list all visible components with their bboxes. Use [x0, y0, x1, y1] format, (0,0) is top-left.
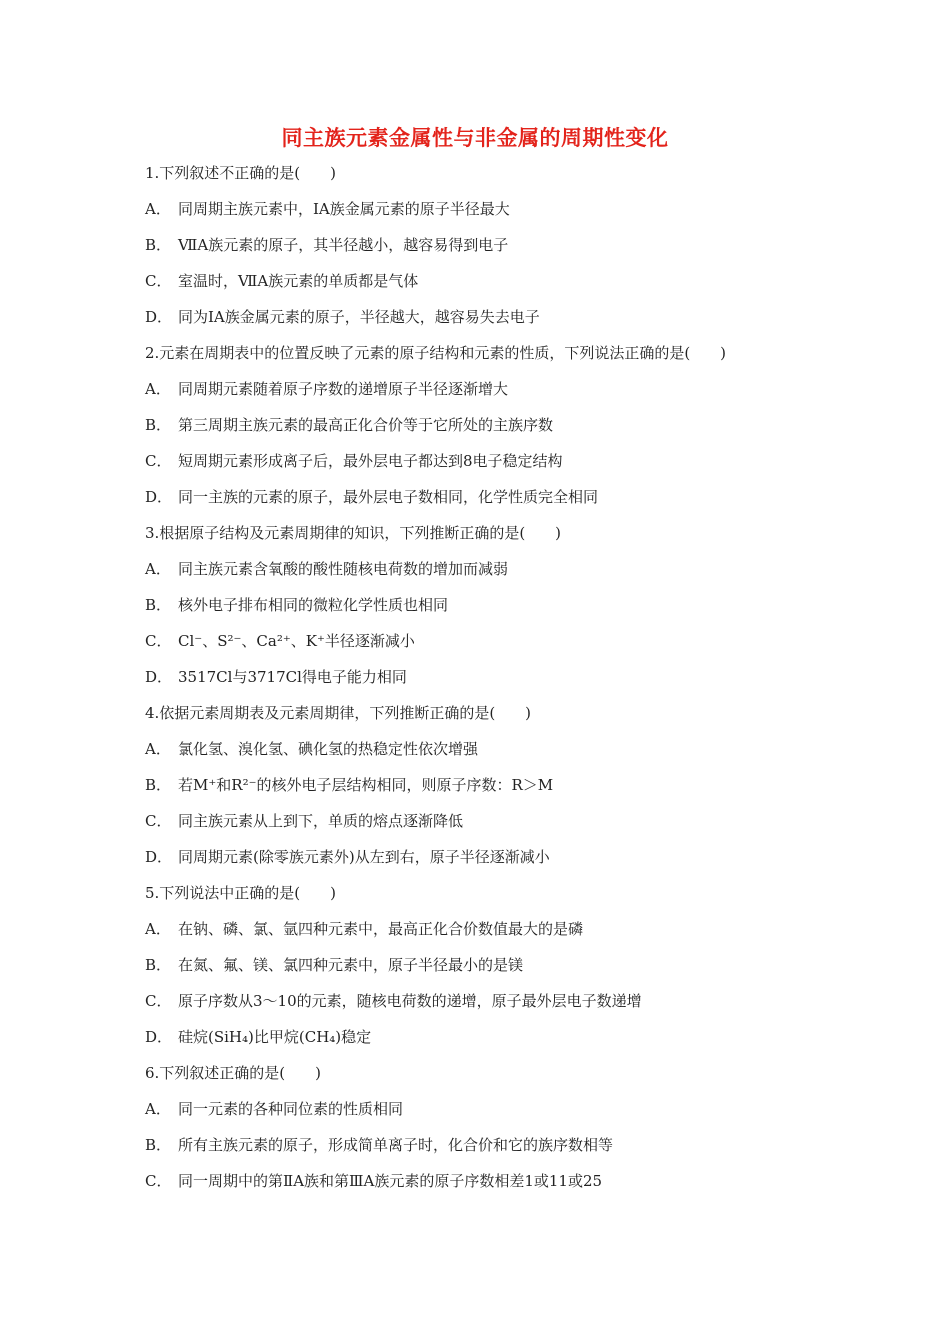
option-letter: B．	[145, 956, 172, 974]
option-letter: C．	[145, 1172, 172, 1190]
option-row	[145, 846, 845, 882]
option-text: 同为ⅠA族金属元素的原子，半径越大，越容易失去电子	[178, 308, 540, 326]
option-row	[145, 378, 845, 414]
option-text: 同主族元素从上到下，单质的熔点逐渐降低	[178, 812, 464, 830]
option-row	[145, 558, 845, 594]
option-text: 同一元素的各种同位素的性质相同	[178, 1100, 404, 1118]
option-text: 同一主族的元素的原子，最外层电子数相同，化学性质完全相同	[178, 488, 599, 506]
option-text: 在钠、磷、氯、氩四种元素中，最高正化合价数值最大的是磷	[178, 920, 584, 938]
option-row	[145, 594, 845, 630]
question-stem: 3.根据原子结构及元素周期律的知识，下列推断正确的是( )	[145, 524, 562, 542]
option-text: Cl⁻、S²⁻、Ca²⁺、K⁺半径逐渐减小	[178, 632, 415, 650]
question-stem: 4.依据元素周期表及元素周期律，下列推断正确的是( )	[145, 704, 532, 722]
option-letter: B．	[145, 1136, 172, 1154]
option-text: 氯化氢、溴化氢、碘化氢的热稳定性依次增强	[178, 740, 479, 758]
option-row	[145, 918, 845, 954]
option-row	[145, 1098, 845, 1134]
option-letter: D．	[145, 308, 173, 326]
option-row	[145, 486, 845, 522]
option-letter: D．	[145, 848, 173, 866]
option-text: 所有主族元素的原子，形成简单离子时，化合价和它的族序数相等	[178, 1136, 614, 1154]
option-row	[145, 1134, 845, 1170]
option-letter: C．	[145, 632, 172, 650]
option-text: 短周期元素形成离子后，最外层电子都达到8电子稳定结构	[178, 452, 563, 470]
option-text: 同周期主族元素中，ⅠA族金属元素的原子半径最大	[178, 200, 510, 218]
option-row	[145, 666, 845, 702]
option-text: 同周期元素随着原子序数的递增原子半径逐渐增大	[178, 380, 509, 398]
option-letter: A．	[145, 200, 171, 218]
option-row	[145, 990, 845, 1026]
option-row	[145, 234, 845, 270]
option-letter: D．	[145, 488, 173, 506]
page-title: 同主族元素金属性与非金属的周期性变化	[281, 126, 669, 150]
question-stem: 1.下列叙述不正确的是( )	[145, 164, 337, 182]
option-letter: C．	[145, 452, 172, 470]
question-stem: 2.元素在周期表中的位置反映了元素的原子结构和元素的性质，下列说法正确的是( )	[145, 344, 727, 362]
option-letter: B．	[145, 596, 172, 614]
option-text: 同主族元素含氧酸的酸性随核电荷数的增加而减弱	[178, 560, 509, 578]
option-row	[145, 306, 845, 342]
option-letter: A．	[145, 920, 171, 938]
option-letter: C．	[145, 992, 172, 1010]
option-text: 原子序数从3～10的元素，随核电荷数的递增，原子最外层电子数递增	[178, 992, 642, 1010]
question-stem: 5.下列说法中正确的是( )	[145, 884, 337, 902]
option-row	[145, 810, 845, 846]
option-letter: A．	[145, 380, 171, 398]
option-text: 核外电子排布相同的微粒化学性质也相同	[178, 596, 449, 614]
option-row	[145, 630, 845, 666]
option-text: 3517Cl与3717Cl得电子能力相同	[178, 668, 407, 686]
option-letter: B．	[145, 776, 172, 794]
question-list	[145, 162, 845, 1206]
option-row	[145, 198, 845, 234]
option-text: 第三周期主族元素的最高正化合价等于它所处的主族序数	[178, 416, 554, 434]
option-text: 硅烷(SiH₄)比甲烷(CH₄)稳定	[178, 1028, 372, 1046]
option-letter: C．	[145, 812, 172, 830]
option-letter: C．	[145, 272, 172, 290]
option-letter: A．	[145, 740, 171, 758]
option-row	[145, 270, 845, 306]
option-row	[145, 1026, 845, 1062]
option-row	[145, 954, 845, 990]
option-letter: A．	[145, 1100, 171, 1118]
option-row	[145, 1170, 845, 1206]
option-text: 在氮、氟、镁、氯四种元素中，原子半径最小的是镁	[178, 956, 524, 974]
option-row	[145, 774, 845, 810]
option-letter: D．	[145, 668, 173, 686]
option-text: 若M⁺和R²⁻的核外电子层结构相同，则原子序数：R＞M	[178, 776, 554, 794]
option-letter: D．	[145, 1028, 173, 1046]
option-text: 室温时，ⅦA族元素的单质都是气体	[178, 272, 419, 290]
option-row	[145, 450, 845, 486]
question-stem: 6.下列叙述正确的是( )	[145, 1064, 322, 1082]
option-row	[145, 414, 845, 450]
option-text: 同一周期中的第ⅡA族和第ⅢA族元素的原子序数相差1或11或25	[178, 1172, 603, 1190]
option-letter: B．	[145, 416, 172, 434]
option-row	[145, 738, 845, 774]
option-text: ⅦA族元素的原子，其半径越小，越容易得到电子	[178, 236, 509, 254]
option-letter: A．	[145, 560, 171, 578]
option-text: 同周期元素(除零族元素外)从左到右，原子半径逐渐减小	[178, 848, 550, 866]
option-letter: B．	[145, 236, 172, 254]
